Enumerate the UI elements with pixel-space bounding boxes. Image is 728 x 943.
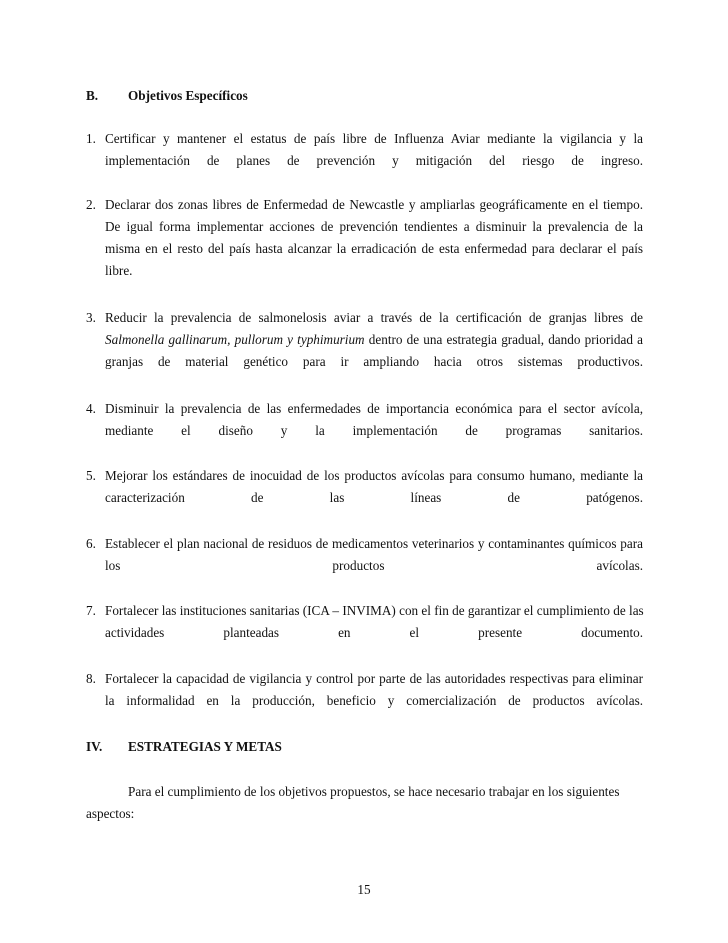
item-number: 3. [86,310,96,325]
item-line: caracterización de las líneas de patógenos. [105,490,643,505]
list-item-4 [86,398,643,442]
item-text: Reducir la prevalencia de salmonelosis aviar a través de la certificación de granjas libres de [105,310,643,325]
closing-paragraph [86,781,643,825]
section-number: B. [86,88,99,103]
item-number: 8. [86,671,96,686]
species-names: Salmonella gallinarum, pullorum y typhimurium [105,332,365,347]
item-line: misma en el resto del país hasta alcanzar la erradicación de esta enfermedad para declarar el país [105,241,643,256]
list-item-5 [86,465,643,509]
item-number: 1. [86,131,96,146]
list-item-1 [86,128,643,172]
list-item-7 [86,600,643,644]
item-text: Certificar y mantener el estatus de país libre de Influenza Aviar mediante la vigilancia y la [105,131,643,146]
item-line: De igual forma implementar acciones de prevención tendientes a disminuir la prevalencia de la [105,219,643,234]
item-number: 6. [86,536,96,551]
item-text: Establecer el plan nacional de residuos de medicamentos veterinarios y contaminantes químicos para [105,536,643,551]
item-line [86,668,643,690]
paragraph-line: aspectos: [86,806,135,821]
section-heading-iv [86,739,282,755]
list-item-6 [86,533,643,577]
list-item-2 [86,194,643,282]
item-number: 5. [86,468,96,483]
item-line: actividades planteadas en el presente documento. [105,625,643,640]
item-text: Declarar dos zonas libres de Enfermedad de Newcastle y ampliarlas geográficamente en el tiempo. [105,197,643,212]
list-item-3 [86,307,643,373]
item-line: implementación de planes de prevención y mitigación del riesgo de ingreso. [105,153,643,168]
item-text: Mejorar los estándares de inocuidad de los productos avícolas para consumo humano, mediante la [105,468,643,483]
section-title: ESTRATEGIAS Y METAS [128,739,282,754]
item-line: granjas de material genético para ir ampliando hacia otros sistemas productivos. [105,354,643,369]
item-line: libre. [105,263,133,278]
item-number: 2. [86,197,96,212]
item-line [86,465,643,487]
item-text: Fortalecer las instituciones sanitarias (ICA – INVIMA) con el fin de garantizar el cumplimiento de las [105,603,644,618]
section-number: IV. [86,739,103,754]
item-number: 7. [86,603,96,618]
item-line [86,398,643,420]
paragraph-line: Para el cumplimiento de los objetivos propuestos, se hace necesario trabajar en los siguientes [128,784,620,799]
list-item-8 [86,668,643,712]
section-heading-b [86,88,248,104]
item-line [86,533,643,555]
item-line [86,128,643,150]
item-number: 4. [86,401,96,416]
item-line: mediante el diseño y la implementación de programas sanitarios. [105,423,643,438]
item-line [86,194,643,216]
item-text: dentro de una estrategia gradual, dando prioridad a [364,332,643,347]
item-line: la informalidad en la producción, beneficio y comercialización de productos avícolas. [105,693,643,708]
item-text: Fortalecer la capacidad de vigilancia y control por parte de las autoridades respectivas para eliminar [105,671,643,686]
item-line: los productos avícolas. [105,558,643,573]
section-title: Objetivos Específicos [128,88,248,103]
item-text: Disminuir la prevalencia de las enfermedades de importancia económica para el sector avícola, [105,401,643,416]
item-line [86,600,643,622]
item-line [86,307,643,329]
page-number: 15 [357,882,371,897]
item-line [86,329,643,351]
